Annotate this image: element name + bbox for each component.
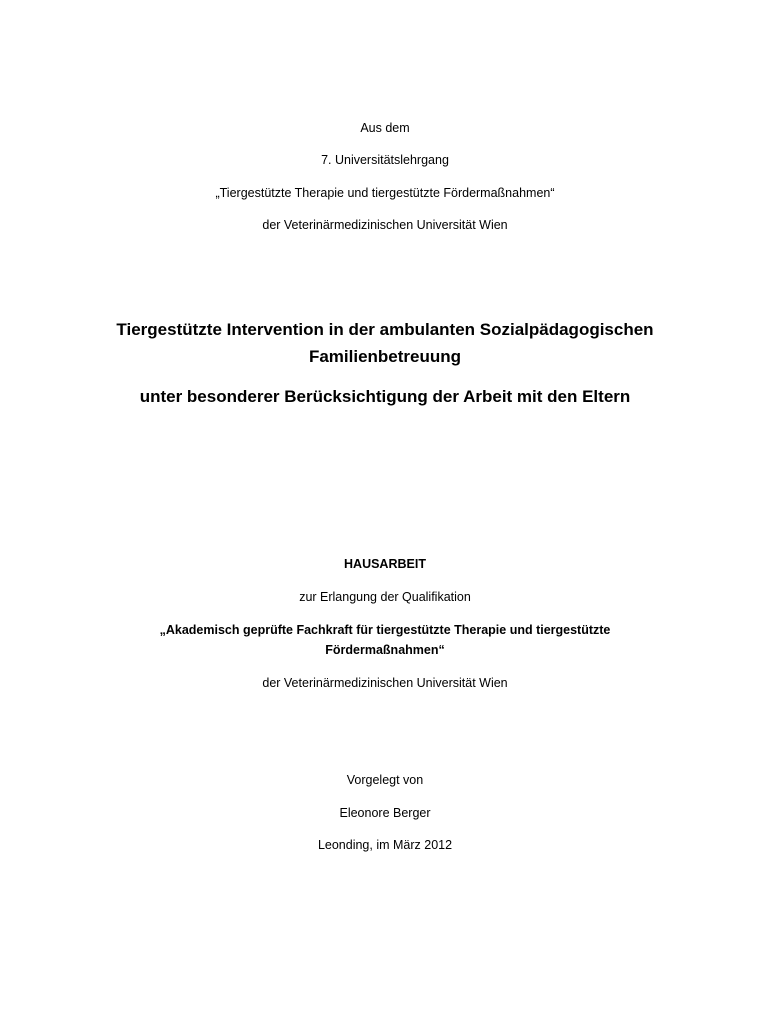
- work-university: der Veterinärmedizinischen Universität Wien: [262, 676, 508, 690]
- subtitle: unter besonderer Berücksichtigung der Arbeit mit den Eltern: [139, 387, 631, 406]
- place-date: Leonding, im März 2012: [317, 838, 453, 852]
- header-line-aus-dem: Aus dem: [360, 121, 410, 135]
- header-line-course: 7. Universitätslehrgang: [321, 153, 449, 167]
- title-line-2: Familienbetreuung: [308, 347, 462, 366]
- qualification-line-2: Fördermaßnahmen“: [325, 643, 445, 657]
- work-purpose: zur Erlangung der Qualifikation: [299, 590, 471, 604]
- author-name: Eleonore Berger: [339, 806, 431, 820]
- work-type: HAUSARBEIT: [344, 557, 426, 571]
- submitted-by-label: Vorgelegt von: [346, 773, 424, 787]
- header-line-university: der Veterinärmedizinischen Universität Wien: [262, 218, 508, 232]
- qualification-line-1: „Akademisch geprüfte Fachkraft für tiergestützte Therapie und tiergestützte: [159, 623, 611, 637]
- title-line-1: Tiergestützte Intervention in der ambulanten Sozialpädagogischen: [116, 320, 654, 339]
- header-line-program: „Tiergestützte Therapie und tiergestützte Fördermaßnahmen“: [215, 186, 555, 200]
